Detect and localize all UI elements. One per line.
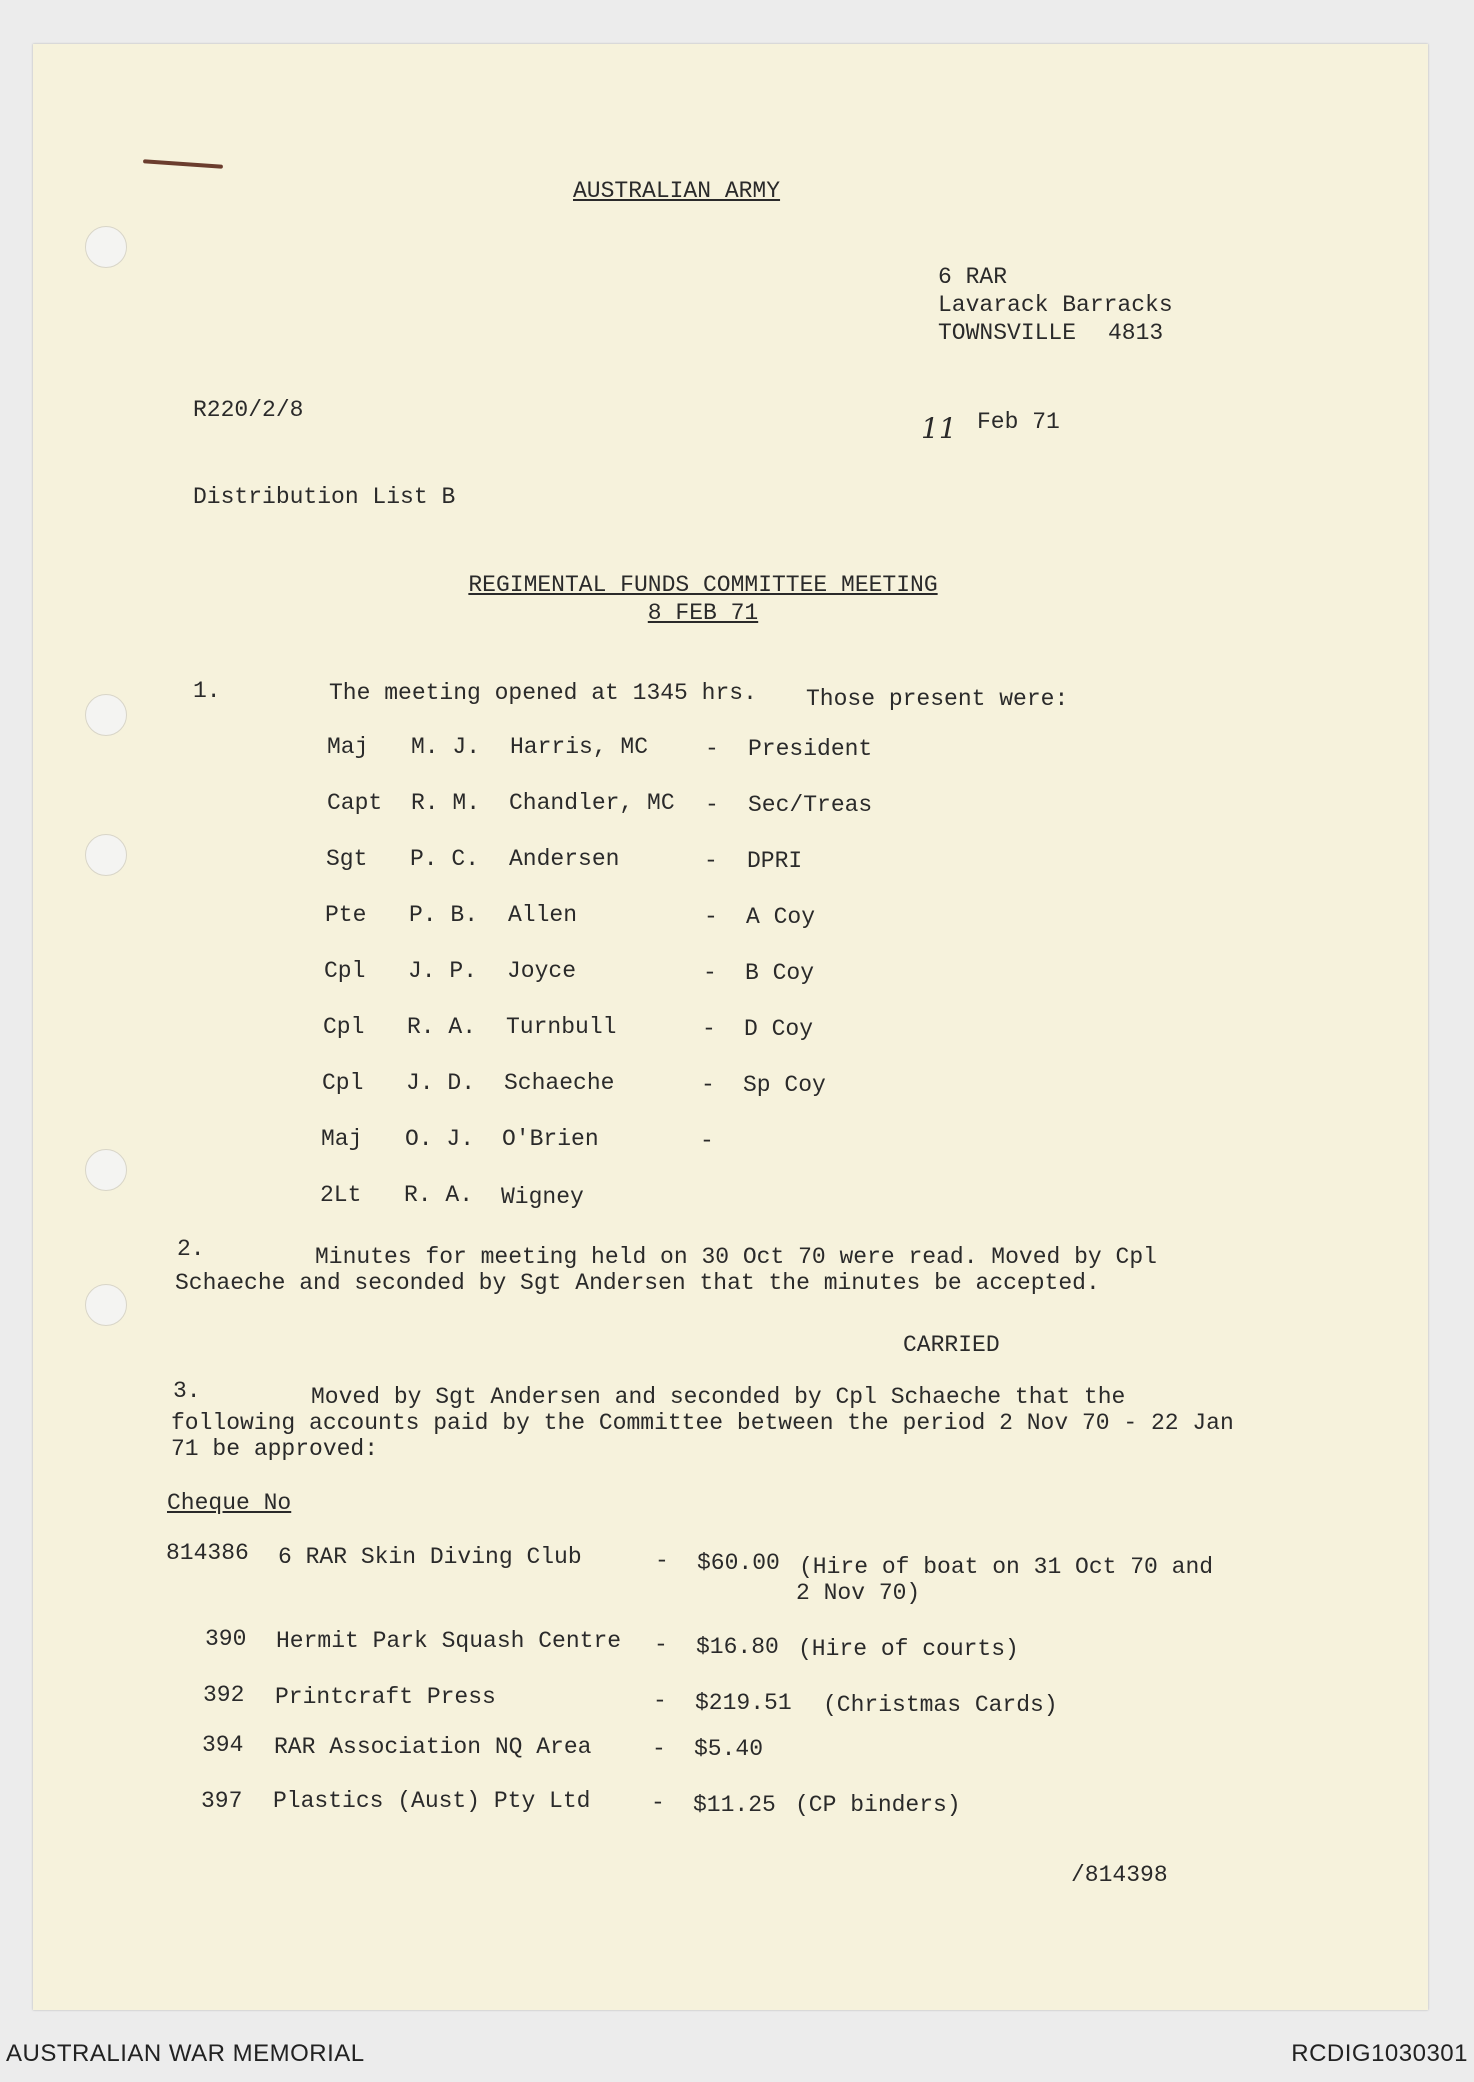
attendee-initials: R. A.	[404, 1182, 474, 1208]
cheque-dash: -	[655, 1548, 669, 1574]
attendee-role: Sec/Treas	[748, 792, 873, 818]
attendee-initials: O. J.	[405, 1126, 475, 1152]
item3-line3: 71 be approved:	[171, 1436, 379, 1462]
punch-hole	[85, 1149, 127, 1191]
attendee-dash: -	[704, 904, 718, 930]
reference-number: R220/2/8	[193, 397, 304, 423]
cheque-amount: $219.51	[695, 1690, 792, 1716]
punch-hole	[85, 226, 127, 268]
cheque-note: (Hire of courts)	[798, 1636, 1019, 1662]
attendee-rank: Pte	[325, 902, 367, 928]
cheque-note-continued: 2 Nov 70)	[796, 1580, 921, 1606]
attendee-initials: J. P.	[408, 958, 478, 984]
attendee-rank: Maj	[327, 734, 369, 760]
cheque-heading: Cheque No	[167, 1490, 292, 1516]
cheque-number: 394	[202, 1732, 244, 1758]
attendee-dash: -	[703, 960, 717, 986]
attendee-name: Wigney	[501, 1184, 584, 1210]
cheque-payee: Printcraft Press	[275, 1684, 496, 1710]
attendee-role: Sp Coy	[743, 1072, 826, 1098]
attendee-role: President	[748, 736, 873, 762]
attendee-rank: Capt	[327, 790, 383, 816]
cheque-dash: -	[652, 1736, 666, 1762]
date-month-year: Feb 71	[977, 409, 1060, 435]
cheque-note: (CP binders)	[795, 1792, 961, 1818]
continuation-reference: /814398	[1071, 1862, 1168, 1888]
attendee-initials: M. J.	[411, 734, 481, 760]
attendee-name: Harris, MC	[510, 734, 649, 760]
punch-hole	[85, 694, 127, 736]
meeting-date: 8 FEB 71	[647, 600, 759, 626]
punch-hole	[85, 834, 127, 876]
attendee-role: A Coy	[746, 904, 816, 930]
item3-line1: Moved by Sgt Andersen and seconded by Cpl Schaeche that the	[311, 1384, 1126, 1410]
cheque-dash: -	[653, 1688, 667, 1714]
unit-city: TOWNSVILLE	[938, 320, 1077, 346]
cheque-number: 397	[201, 1788, 243, 1814]
attendee-initials: J. D.	[406, 1070, 476, 1096]
punch-hole	[85, 1284, 127, 1326]
carried-text: CARRIED	[903, 1332, 1000, 1358]
attendee-rank: Sgt	[326, 846, 368, 872]
attendee-name: Andersen	[509, 846, 620, 872]
attendee-rank: Cpl	[324, 958, 366, 984]
item-number: 2.	[177, 1236, 205, 1262]
attendee-initials: P. C.	[410, 846, 480, 872]
cheque-amount: $11.25	[693, 1792, 776, 1818]
present-text: Those present were:	[806, 686, 1069, 712]
unit-postcode: 4813	[1108, 320, 1164, 346]
meeting-opened-text: The meeting opened at 1345 hrs.	[329, 680, 757, 706]
attendee-role: DPRI	[747, 848, 803, 874]
attendee-name: O'Brien	[502, 1126, 599, 1152]
attendee-rank: Cpl	[322, 1070, 364, 1096]
attendee-name: Chandler, MC	[509, 790, 675, 816]
cheque-number: 390	[205, 1626, 247, 1652]
attendee-name: Allen	[508, 902, 578, 928]
cheque-amount: $16.80	[696, 1634, 779, 1660]
item2-line2: Schaeche and seconded by Sgt Andersen that the minutes be accepted.	[175, 1270, 1100, 1296]
attendee-rank: Maj	[321, 1126, 363, 1152]
archive-footer-right: RCDIG1030301	[1291, 2040, 1468, 2067]
cheque-payee: Plastics (Aust) Pty Ltd	[273, 1788, 591, 1814]
item3-line2: following accounts paid by the Committee between the period 2 Nov 70 - 22 Jan	[171, 1410, 1234, 1436]
cheque-dash: -	[651, 1790, 665, 1816]
attendee-name: Joyce	[507, 958, 577, 984]
attendee-role: B Coy	[745, 960, 815, 986]
cheque-dash: -	[654, 1632, 668, 1658]
attendee-dash: -	[700, 1128, 714, 1154]
attendee-initials: P. B.	[409, 902, 479, 928]
attendee-role: D Coy	[744, 1016, 814, 1042]
unit-name: 6 RAR	[938, 264, 1008, 290]
attendee-dash: -	[702, 1016, 716, 1042]
date-day: 11	[921, 412, 957, 445]
cheque-amount: $60.00	[697, 1550, 780, 1576]
meeting-title: REGIMENTAL FUNDS COMMITTEE MEETING	[468, 572, 938, 598]
item-number: 3.	[173, 1378, 201, 1404]
unit-location: Lavarack Barracks	[938, 292, 1173, 318]
ink-mark	[143, 159, 223, 169]
attendee-rank: Cpl	[323, 1014, 365, 1040]
cheque-note: (Christmas Cards)	[823, 1692, 1058, 1718]
cheque-note: (Hire of boat on 31 Oct 70 and	[799, 1554, 1214, 1580]
attendee-dash: -	[704, 848, 718, 874]
cheque-payee: 6 RAR Skin Diving Club	[278, 1544, 582, 1570]
attendee-dash: -	[705, 792, 719, 818]
item-number: 1.	[193, 678, 221, 704]
attendee-dash: -	[701, 1072, 715, 1098]
attendee-rank: 2Lt	[320, 1182, 362, 1208]
cheque-number: 392	[203, 1682, 245, 1708]
cheque-payee: Hermit Park Squash Centre	[276, 1628, 622, 1654]
org-heading: AUSTRALIAN ARMY	[573, 178, 781, 204]
cheque-payee: RAR Association NQ Area	[274, 1734, 592, 1760]
attendee-dash: -	[705, 736, 719, 762]
attendee-name: Turnbull	[506, 1014, 617, 1040]
distribution-list: Distribution List B	[193, 484, 456, 510]
archive-footer-left: AUSTRALIAN WAR MEMORIAL	[6, 2040, 365, 2067]
attendee-name: Schaeche	[504, 1070, 615, 1096]
document-page	[33, 44, 1428, 2010]
attendee-initials: R. A.	[407, 1014, 477, 1040]
cheque-amount: $5.40	[694, 1736, 764, 1762]
cheque-number: 814386	[166, 1540, 249, 1566]
attendee-initials: R. M.	[411, 790, 481, 816]
item2-line1: Minutes for meeting held on 30 Oct 70 were read. Moved by Cpl	[315, 1244, 1157, 1270]
